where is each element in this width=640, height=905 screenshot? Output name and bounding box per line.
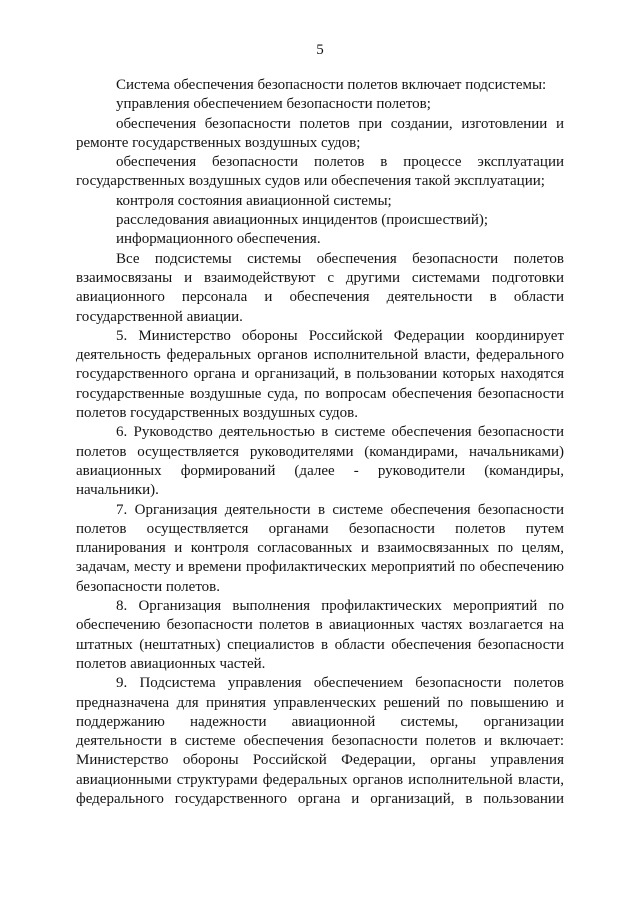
paragraph: обеспечения безопасности полетов при создании, изготовлении и ремонте государственных воздушных судов; bbox=[76, 115, 564, 151]
paragraph: обеспечения безопасности полетов в процессе эксплуатации государственных воздушных судов или обеспечения такой эксплуатации; bbox=[76, 154, 564, 190]
paragraph: Система обеспечения безопасности полетов включает подсистемы: bbox=[116, 77, 547, 93]
paragraph: Все подсистемы системы обеспечения безопасности полетов взаимосвязаны и взаимодействуют с другими системами подготовки авиационного персонала и обеспечения деятельности в области государственной авиации. bbox=[76, 250, 564, 325]
paragraph: 6. Руководство деятельностью в системе обеспечения безопасности полетов осуществляется руководителями (командирами, начальниками) авиационных формирований (далее - руководители (командиры, начальники). bbox=[76, 424, 564, 499]
paragraph: 5. Министерство обороны Российской Федерации координирует деятельность федеральных органов исполнительной власти, федерального государственного органа и организаций, в пользовании которых находятся государственные воздушные суда, по вопросам обеспечения безопасности полетов государственных воздушных судов. bbox=[76, 327, 564, 422]
paragraph: контроля состояния авиационной системы; bbox=[116, 192, 392, 209]
paragraph: 9. Подсистема управления обеспечением безопасности полетов предназначена для принятия управленческих решений по повышению и поддержанию надежности авиационной системы, организации деятельности в системе обеспечения безопасности полетов и включает: Министерство обороны Российской Федерации, органы управления авиационными структурами федеральных органов исполнительной власти, федерального государственного органа и организаций, в пользовании bbox=[76, 675, 564, 807]
paragraph: расследования авиационных инцидентов (происшествий); bbox=[116, 212, 489, 229]
page-number: 5 bbox=[316, 42, 324, 58]
paragraph: информационного обеспечения. bbox=[116, 231, 321, 248]
paragraph: управления обеспечением безопасности полетов; bbox=[116, 96, 431, 113]
paragraph: 8. Организация выполнения профилактических мероприятий по обеспечению безопасности полетов в авиационных частях возлагается на штатных (нештатных) специалистов в области обеспечения безопасности полетов авиационных частей. bbox=[76, 598, 564, 672]
paragraph: 7. Организация деятельности в системе обеспечения безопасности полетов осуществляется органами безопасности полетов путем планирования и контроля согласованных и взаимосвязанных по целям, задачам, месту и времени профилактических мероприятий по обеспечению безопасности полетов. bbox=[76, 501, 564, 595]
document-body bbox=[76, 76, 564, 809]
